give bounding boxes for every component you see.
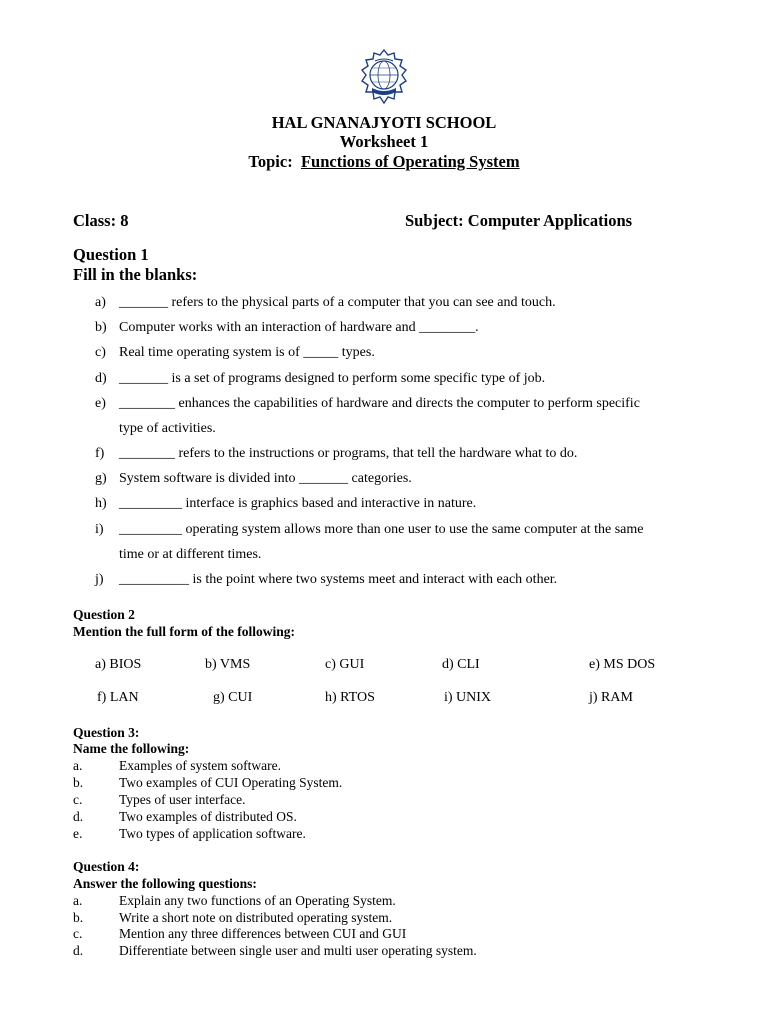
school-name: HAL GNANAJYOTI SCHOOL	[271, 113, 497, 132]
q1-letter: d)	[95, 371, 107, 386]
q3-item: Types of user interface.	[119, 792, 246, 807]
q1-item-g: System software is divided into _______ categories.	[119, 471, 412, 486]
q1-item-i: _________ operating system allows more than one user to use the same computer at the same	[119, 522, 644, 537]
q4-letter: d.	[73, 943, 84, 958]
q2-item: f) LAN	[97, 690, 139, 705]
q1-letter: c)	[95, 345, 106, 360]
q4-letter: b.	[73, 910, 84, 925]
q2-item: d) CLI	[442, 657, 480, 672]
q4-letter: a.	[73, 893, 83, 908]
q4-item: Differentiate between single user and multi user operating system.	[119, 943, 477, 958]
q1-letter: h)	[95, 496, 107, 511]
q1-item-i-cont: time or at different times.	[119, 547, 262, 562]
q3-item: Two examples of distributed OS.	[119, 809, 297, 824]
q1-item-c: Real time operating system is of _____ types.	[119, 345, 375, 360]
worksheet-title: Worksheet 1	[339, 132, 429, 151]
q3-letter: d.	[73, 809, 84, 824]
q2-item: i) UNIX	[444, 690, 492, 705]
school-logo	[358, 48, 410, 106]
q2-title: Question 2	[73, 607, 135, 622]
q3-item: Examples of system software.	[119, 758, 281, 773]
q1-letter: a)	[95, 295, 106, 310]
q3-letter: b.	[73, 775, 84, 790]
q1-item-e-cont: type of activities.	[119, 421, 216, 436]
q1-letter: e)	[95, 396, 106, 411]
subject-label: Subject: Computer Applications	[405, 211, 633, 230]
q1-item-j: __________ is the point where two systems meet and interact with each other.	[119, 572, 558, 587]
q4-title: Question 4:	[73, 859, 140, 874]
q4-letter: c.	[73, 926, 83, 941]
topic-line	[0, 152, 768, 172]
q3-item: Two types of application software.	[119, 826, 306, 841]
q1-item-b: Computer works with an interaction of hardware and ________.	[119, 320, 479, 335]
q3-title: Question 3:	[73, 725, 140, 740]
q2-item: g) CUI	[213, 690, 253, 705]
q2-item: j) RAM	[589, 690, 633, 705]
q1-item-d: _______ is a set of programs designed to perform some specific type of job.	[119, 371, 546, 386]
topic-text: Functions of Operating System	[300, 152, 520, 171]
q1-item-f: ________ refers to the instructions or programs, that tell the hardware what to do.	[119, 446, 578, 461]
q1-letter: f)	[95, 446, 105, 461]
q1-letter: i)	[95, 522, 104, 537]
q4-item: Explain any two functions of an Operating System.	[119, 893, 396, 908]
class-label: Class: 8	[73, 211, 129, 230]
q1-letter: j)	[95, 572, 104, 587]
q2-item: e) MS DOS	[589, 657, 656, 672]
q2-item: c) GUI	[325, 657, 365, 672]
q1-letter: g)	[95, 471, 107, 486]
q2-item: h) RTOS	[325, 690, 375, 705]
q3-subtitle: Name the following:	[73, 741, 190, 756]
q4-item: Write a short note on distributed operating system.	[119, 910, 393, 925]
q1-item-e: ________ enhances the capabilities of hardware and directs the computer to perform specific	[119, 396, 640, 411]
q1-letter: b)	[95, 320, 107, 335]
q3-letter: e.	[73, 826, 83, 841]
topic-label: Topic:	[248, 152, 293, 171]
q1-subtitle: Fill in the blanks:	[73, 265, 198, 284]
q3-letter: c.	[73, 792, 83, 807]
q1-title: Question 1	[73, 245, 149, 264]
q2-item: a) BIOS	[95, 657, 142, 672]
q2-subtitle: Mention the full form of the following:	[73, 624, 295, 639]
q1-item-a: _______ refers to the physical parts of a computer that you can see and touch.	[119, 295, 556, 310]
q4-subtitle: Answer the following questions:	[73, 876, 257, 891]
q2-item: b) VMS	[205, 657, 251, 672]
q4-item: Mention any three differences between CUI and GUI	[119, 926, 407, 941]
q1-item-h: _________ interface is graphics based and interactive in nature.	[119, 496, 477, 511]
q3-letter: a.	[73, 758, 83, 773]
q3-item: Two examples of CUI Operating System.	[119, 775, 343, 790]
